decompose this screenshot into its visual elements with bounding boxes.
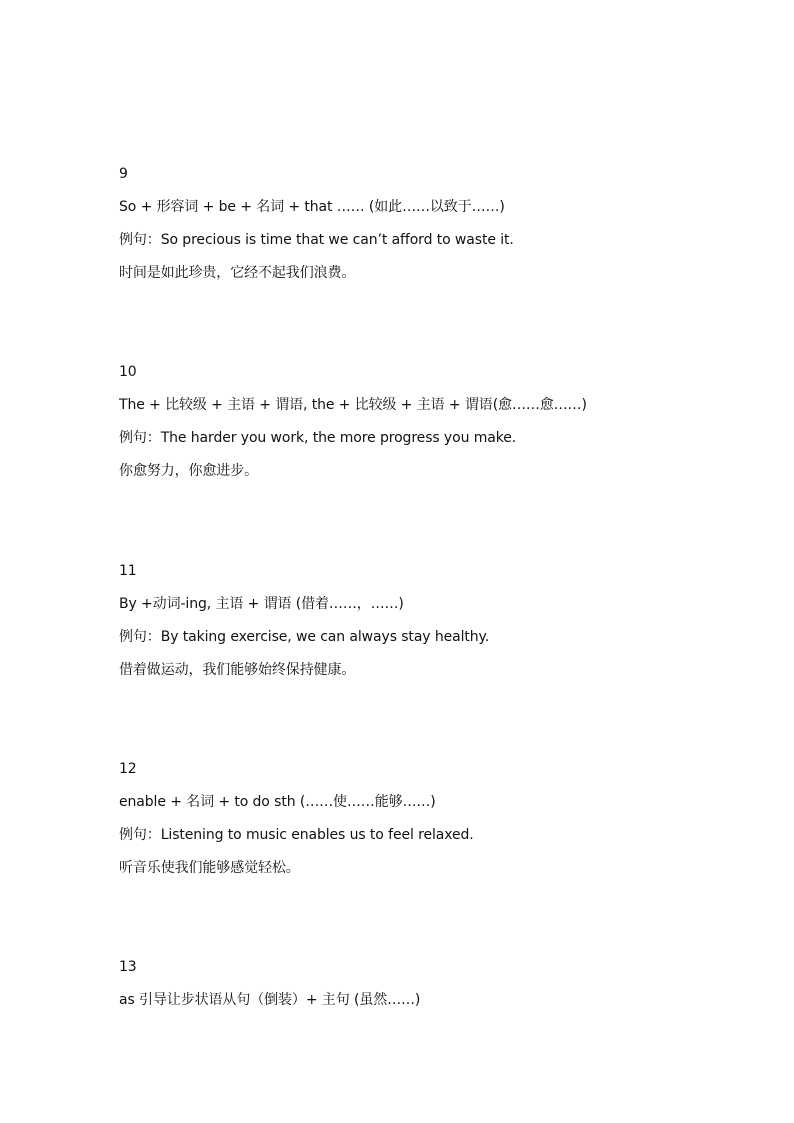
sentence-pattern-entry	[119, 951, 759, 1017]
entry-number: 11	[119, 563, 137, 579]
sentence-pattern-entry	[119, 356, 759, 488]
pattern-formula: By +动词-ing, 主语 + 谓语 (借着……，……)	[119, 596, 404, 612]
sentence-pattern-entry	[119, 158, 759, 290]
example-sentence: 例句：Listening to music enables us to feel relaxed.	[119, 827, 474, 843]
example-sentence: 例句：By taking exercise, we can always stay healthy.	[119, 629, 490, 645]
entry-number: 13	[119, 959, 137, 975]
example-translation: 时间是如此珍贵，它经不起我们浪费。	[119, 265, 356, 281]
example-sentence: 例句：The harder you work, the more progress you make.	[119, 430, 517, 446]
pattern-formula: as 引导让步状语从句（倒装）+ 主句 (虽然……)	[119, 992, 421, 1008]
entry-number: 10	[119, 364, 137, 380]
pattern-formula: So + 形容词 + be + 名词 + that …… (如此……以致于……)	[119, 199, 505, 215]
entry-number: 9	[119, 166, 128, 182]
pattern-formula: enable + 名词 + to do sth (……使……能够……)	[119, 794, 436, 810]
example-translation: 借着做运动，我们能够始终保持健康。	[119, 662, 356, 678]
sentence-pattern-entry	[119, 753, 759, 885]
sentence-pattern-entry	[119, 555, 759, 687]
entry-number: 12	[119, 761, 137, 777]
pattern-formula: The + 比较级 + 主语 + 谓语, the + 比较级 + 主语 + 谓语(愈……愈……)	[119, 397, 587, 413]
example-translation: 听音乐使我们能够感觉轻松。	[119, 860, 300, 876]
example-translation: 你愈努力，你愈进步。	[119, 463, 258, 479]
example-sentence: 例句：So precious is time that we can’t afford to waste it.	[119, 232, 514, 248]
